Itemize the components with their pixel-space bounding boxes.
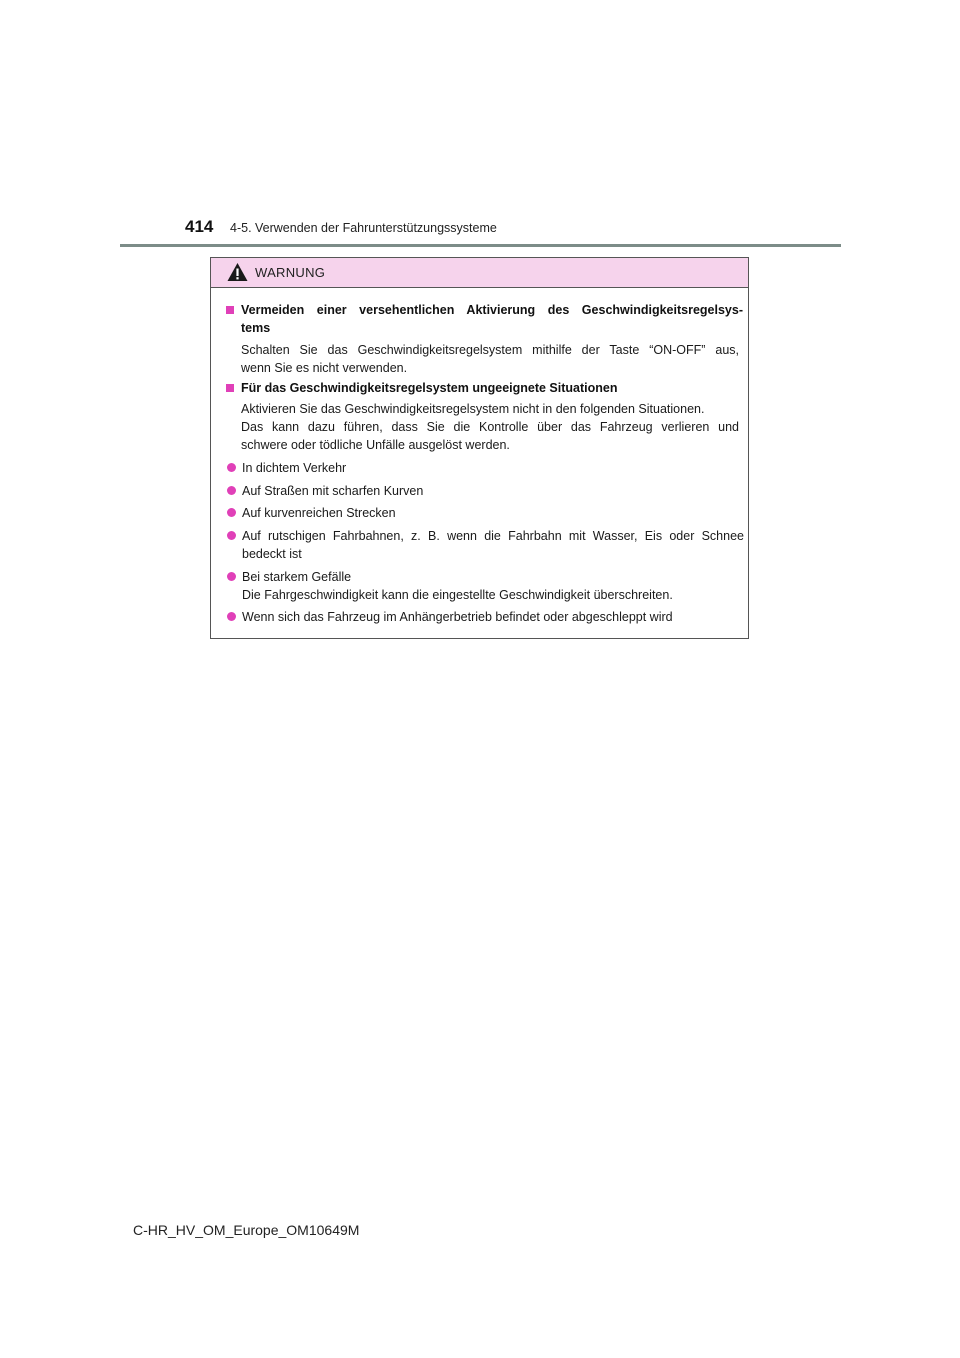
item-text-line: Das kann dazu führen, dass Sie die Kontrolle über das Fahrzeug verlieren und [241,420,739,434]
header-rule [120,244,841,247]
item-text-line: wenn Sie es nicht verwenden. [241,361,408,375]
bullet-text: Auf rutschigen Fahrbahnen, z. B. wenn die Fahrbahn mit Wasser, Eis oder Schnee [242,529,744,543]
round-bullet-icon [227,463,236,472]
item-text-line: Aktivieren Sie das Geschwindigkeitsregelsystem nicht in den folgenden Situationen. [241,402,705,416]
warning-title: WARNUNG [255,265,326,280]
item-heading-line: tems [241,321,271,335]
round-bullet-icon [227,508,236,517]
section-title: 4-5. Verwenden der Fahrunterstützungssysteme [230,221,497,235]
item-text-line: schwere oder tödliche Unfälle ausgelöst werden. [241,438,510,452]
item-heading-line: Vermeiden einer versehentlichen Aktivierung des Geschwindigkeitsregelsys- [241,303,743,317]
warning-header [211,258,748,288]
bullet-text: bedeckt ist [242,547,302,561]
bullet-text: Die Fahrgeschwindigkeit kann die eingestellte Geschwindigkeit überschreiten. [242,588,673,602]
bullet-text: In dichtem Verkehr [242,461,347,475]
item-text-line: Schalten Sie das Geschwindigkeitsregelsystem mithilfe der Taste “ON-OFF” aus, [241,343,739,357]
round-bullet-icon [227,531,236,540]
footer-document-id: C-HR_HV_OM_Europe_OM10649M [133,1222,360,1238]
bullet-text: Wenn sich das Fahrzeug im Anhängerbetrieb befindet oder abgeschleppt wird [242,610,673,624]
round-bullet-icon [227,486,236,495]
bullet-text: Auf Straßen mit scharfen Kurven [242,484,424,498]
warning-triangle-icon [227,262,248,282]
item-heading-line: Für das Geschwindigkeitsregelsystem ungeeignete Situationen [241,381,618,395]
round-bullet-icon [227,572,236,581]
page-number: 414 [185,217,214,236]
bullet-text: Bei starkem Gefälle [242,570,352,584]
square-bullet-icon [226,384,234,392]
bullet-text: Auf kurvenreichen Strecken [242,506,396,520]
round-bullet-icon [227,612,236,621]
square-bullet-icon [226,306,234,314]
warning-box [210,257,749,639]
